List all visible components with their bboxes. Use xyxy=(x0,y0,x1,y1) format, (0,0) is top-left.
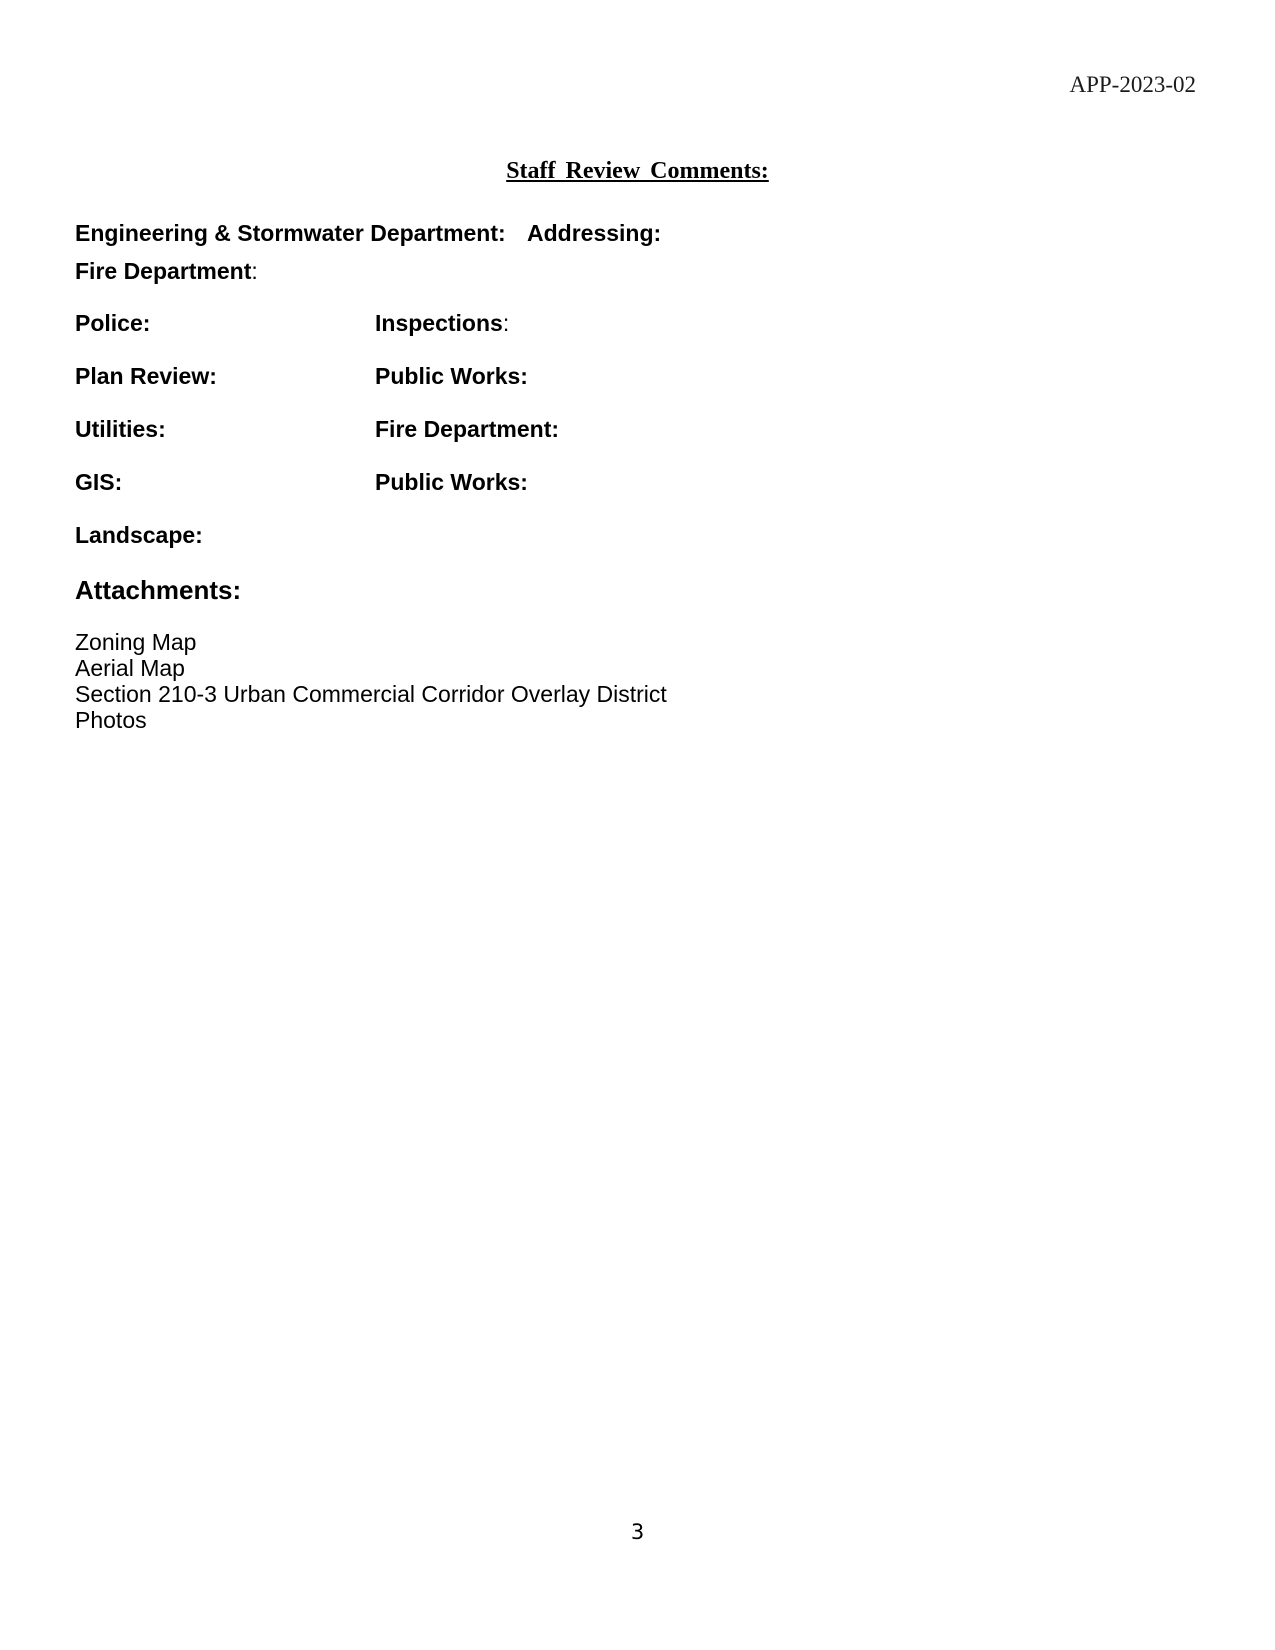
public-works-label: Public Works: xyxy=(375,363,528,389)
gis-label: GIS: xyxy=(75,469,123,495)
engineering-stormwater-label: Engineering & Stormwater Department: xyxy=(75,220,506,246)
attachments-list xyxy=(75,629,667,733)
addressing-label: Addressing: xyxy=(527,220,662,246)
attachment-item: Section 210-3 Urban Commercial Corridor Overlay District xyxy=(75,681,667,707)
plan-review-label: Plan Review: xyxy=(75,363,217,389)
page-number: 3 xyxy=(630,1520,645,1544)
utilities-label: Utilities: xyxy=(75,416,166,442)
attachment-item: Aerial Map xyxy=(75,655,185,681)
police-label: Police: xyxy=(75,310,151,336)
fire-department-label: Fire Department: xyxy=(75,258,258,284)
inspections-label: Inspections: xyxy=(375,310,510,336)
landscape-label: Landscape: xyxy=(75,522,203,548)
attachment-item: Photos xyxy=(75,707,147,733)
document-id: APP-2023-02 xyxy=(1069,72,1196,97)
attachments-heading: Attachments: xyxy=(75,575,242,605)
attachment-item: Zoning Map xyxy=(75,629,197,655)
fire-department-label-2: Fire Department: xyxy=(375,416,560,442)
page-title: Staff Review Comments: xyxy=(506,158,769,184)
public-works-label-2: Public Works: xyxy=(375,469,528,495)
